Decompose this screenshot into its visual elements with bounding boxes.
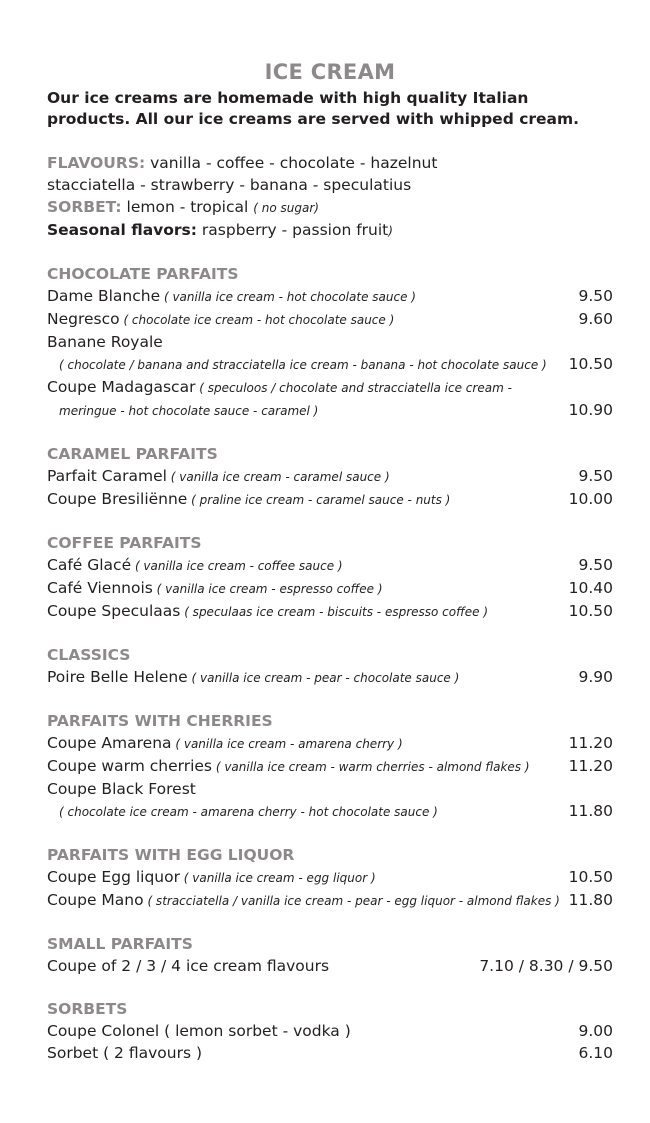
menu-item	[47, 488, 613, 511]
item-description: ( vanilla ice cream - espresso coffee )	[152, 582, 383, 596]
menu-item	[47, 376, 613, 399]
menu-item	[47, 800, 613, 823]
item-price: 9.50	[578, 467, 613, 485]
item-description: ( speculoos / chocolate and stracciatella ice cream -	[195, 381, 512, 395]
menu-item	[47, 331, 613, 353]
item-name: Coupe Bresiliënne	[47, 490, 188, 508]
item-name-wrap	[47, 465, 574, 488]
menu-item	[47, 554, 613, 577]
seasonal-close: )	[388, 224, 393, 238]
item-price: 6.10	[578, 1044, 613, 1062]
menu-item	[47, 1042, 613, 1064]
flavours-line	[47, 152, 613, 174]
item-price: 10.40	[568, 579, 613, 597]
item-price: 11.20	[568, 734, 613, 752]
menu-item	[47, 285, 613, 308]
section-cherries	[47, 710, 613, 823]
flavours-block	[47, 152, 613, 242]
item-price: 7.10 / 8.30 / 9.50	[479, 957, 613, 975]
item-name: Coupe of 2 / 3 / 4 ice cream flavours	[47, 957, 330, 975]
item-price: 9.60	[578, 310, 613, 328]
section-title: CLASSICS	[47, 646, 131, 664]
item-name: Negresco	[47, 310, 120, 328]
item-price: 9.90	[578, 668, 613, 686]
item-description: ( speculaas ice cream - biscuits - espresso coffee )	[180, 605, 489, 619]
item-name-wrap	[47, 577, 565, 600]
item-name: Banane Royale	[47, 333, 163, 351]
item-price: 10.90	[568, 401, 613, 419]
section-sorbets	[47, 998, 613, 1064]
menu-item	[47, 353, 613, 376]
menu-item	[47, 666, 613, 689]
menu-item	[47, 955, 613, 977]
item-name-wrap	[47, 732, 565, 755]
item-name: Sorbet ( 2 flavours )	[47, 1044, 202, 1062]
seasonal-line	[47, 219, 613, 242]
section-egg	[47, 844, 613, 912]
menu-item	[47, 577, 613, 600]
section-classics	[47, 644, 613, 689]
item-name: Poire Belle Helene	[47, 668, 188, 686]
item-name: Coupe Egg liquor	[47, 868, 180, 886]
item-price: 11.20	[568, 757, 613, 775]
item-description: ( vanilla ice cream - caramel sauce )	[166, 470, 390, 484]
item-price: 10.00	[568, 490, 613, 508]
item-name-wrap	[47, 331, 609, 353]
item-description: ( praline ice cream - caramel sauce - nuts )	[187, 493, 451, 507]
item-price: 10.50	[568, 868, 613, 886]
sorbet-note: ( no sugar)	[253, 201, 319, 215]
sorbet-list: lemon - tropical	[121, 198, 254, 216]
menu-item	[47, 755, 613, 778]
item-price: 9.00	[578, 1022, 613, 1040]
item-description: ( chocolate ice cream - hot chocolate sauce )	[119, 313, 395, 327]
flavours-label: FLAVOURS:	[47, 154, 146, 172]
menu-item	[47, 1020, 613, 1042]
page-title: ICE CREAM	[264, 60, 396, 84]
item-name-wrap	[47, 1020, 574, 1042]
section-caramel	[47, 443, 613, 511]
section-title: PARFAITS WITH CHERRIES	[47, 712, 273, 730]
item-price: 9.50	[578, 556, 613, 574]
flavours-line-2: stacciatella - strawberry - banana - speculatius	[47, 176, 412, 194]
section-small	[47, 933, 613, 977]
item-name-wrap	[47, 778, 609, 800]
item-price: 10.50	[568, 602, 613, 620]
item-name-wrap	[47, 800, 438, 823]
item-name-wrap	[47, 308, 574, 331]
section-chocolate	[47, 263, 613, 422]
seasonal-label: Seasonal flavors:	[47, 221, 197, 239]
item-name: Parfait Caramel	[47, 467, 167, 485]
item-price: 9.50	[578, 287, 613, 305]
item-description: ( vanilla ice cream - amarena cherry )	[171, 737, 403, 751]
intro-line-2: products. All our ice creams are served with whipped cream.	[47, 110, 580, 128]
item-name-wrap	[47, 353, 547, 376]
item-name-wrap	[47, 600, 565, 623]
item-name: Coupe Amarena	[47, 734, 172, 752]
item-name-wrap	[47, 399, 318, 422]
item-name: Café Viennois	[47, 579, 153, 597]
item-name-wrap	[47, 376, 609, 399]
item-name-wrap	[47, 889, 565, 912]
item-name-wrap	[47, 955, 475, 977]
item-name: Coupe Black Forest	[47, 780, 196, 798]
section-title: PARFAITS WITH EGG LIQUOR	[47, 846, 295, 864]
menu-item	[47, 866, 613, 889]
section-coffee	[47, 532, 613, 623]
menu-item	[47, 465, 613, 488]
item-description: ( vanilla ice cream - hot chocolate sauce )	[160, 290, 416, 304]
item-description: ( chocolate / banana and stracciatella ice cream - banana - hot chocolate sauce )	[59, 358, 547, 372]
menu-item	[47, 308, 613, 331]
item-name: Coupe warm cherries	[47, 757, 213, 775]
item-name-wrap	[47, 554, 574, 577]
item-price: 11.80	[568, 891, 613, 909]
item-description: ( vanilla ice cream - warm cherries - almond flakes )	[212, 760, 530, 774]
section-title: SMALL PARFAITS	[47, 935, 193, 953]
menu-item	[47, 889, 613, 912]
intro-line-1: Our ice creams are homemade with high quality Italian	[47, 89, 529, 107]
seasonal-list: raspberry - passion fruit	[196, 221, 389, 239]
item-name-wrap	[47, 1042, 574, 1064]
item-name: Coupe Mano	[47, 891, 144, 909]
item-name: Coupe Madagascar	[47, 378, 196, 396]
sorbet-label: SORBET:	[47, 198, 122, 216]
item-name: Coupe Speculaas	[47, 602, 181, 620]
intro-text	[47, 88, 613, 130]
menu-sections	[47, 263, 613, 1064]
menu-item	[47, 778, 613, 800]
item-name-wrap	[47, 666, 574, 689]
item-description: meringue - hot chocolate sauce - caramel )	[59, 404, 319, 418]
item-price: 10.50	[568, 355, 613, 373]
section-title: COFFEE PARFAITS	[47, 534, 202, 552]
flavours-list-1: vanilla - coffee - chocolate - hazelnut	[145, 154, 438, 172]
menu-item	[47, 399, 613, 422]
sorbet-line	[47, 196, 613, 219]
item-description: ( vanilla ice cream - pear - chocolate sauce )	[187, 671, 460, 685]
section-title: CHOCOLATE PARFAITS	[47, 265, 239, 283]
menu-page	[47, 60, 613, 1064]
item-name: Café Glacé	[47, 556, 132, 574]
item-description: ( vanilla ice cream - egg liquor )	[179, 871, 376, 885]
item-name-wrap	[47, 866, 565, 889]
item-description: ( vanilla ice cream - coffee sauce )	[131, 559, 343, 573]
item-description: ( chocolate ice cream - amarena cherry - hot chocolate sauce )	[59, 805, 438, 819]
menu-item	[47, 600, 613, 623]
item-name: Coupe Colonel ( lemon sorbet - vodka )	[47, 1022, 351, 1040]
item-name: Dame Blanche	[47, 287, 161, 305]
item-name-wrap	[47, 488, 565, 511]
item-name-wrap	[47, 755, 565, 778]
item-price: 11.80	[568, 802, 613, 820]
section-title: CARAMEL PARFAITS	[47, 445, 218, 463]
item-description: ( stracciatella / vanilla ice cream - pear - egg liquor - almond flakes )	[143, 894, 560, 908]
menu-item	[47, 732, 613, 755]
section-title: SORBETS	[47, 1000, 128, 1018]
item-name-wrap	[47, 285, 574, 308]
